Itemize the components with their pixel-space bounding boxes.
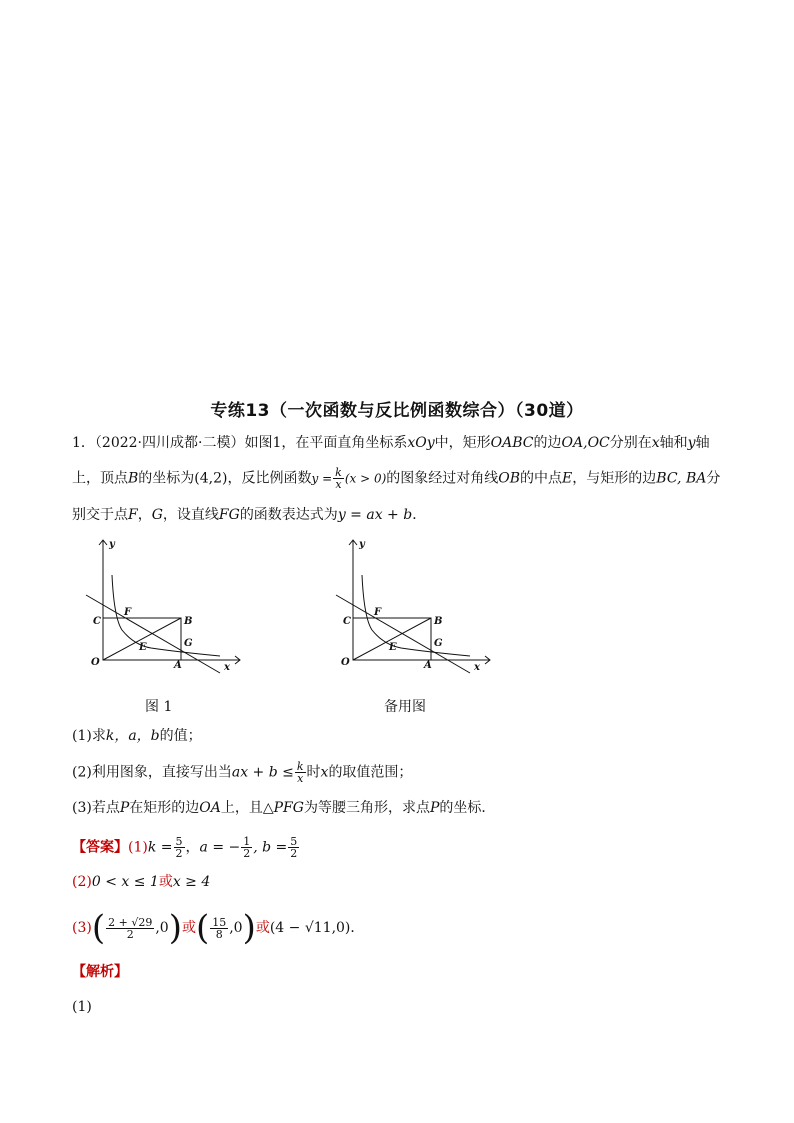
- text-segment: ，与矩形的边: [572, 470, 657, 487]
- text-segment: ．: [412, 507, 427, 523]
- text-segment: (2)利用图象，直接写出当: [72, 764, 232, 781]
- answer-tag: 【答案】: [72, 839, 128, 856]
- label-o: O: [341, 657, 350, 668]
- fraction-numerator: k: [296, 760, 304, 773]
- paren-left: (: [91, 908, 106, 948]
- text-segment: 的中点: [520, 470, 563, 487]
- text-segment: 的坐标．: [439, 800, 496, 816]
- label-g: G: [434, 638, 443, 649]
- label-e: E: [139, 642, 147, 653]
- paren-right: ): [168, 908, 182, 948]
- problem-line-3: [72, 505, 426, 525]
- math-a-eq: a = −: [199, 839, 241, 856]
- math-x: x: [320, 764, 329, 781]
- figure-backup: [328, 535, 498, 680]
- text-segment: 轴和: [659, 435, 688, 451]
- fraction-numerator: 15: [212, 915, 227, 929]
- math-y-eq: y =: [311, 471, 333, 486]
- text-or: 或: [181, 920, 196, 936]
- fraction-numerator: 2 + √29: [108, 915, 153, 929]
- text-segment: 如图1，在平面直角坐标系: [244, 435, 408, 451]
- label-g: G: [184, 638, 193, 649]
- text-or: 或: [255, 920, 270, 936]
- math-e: E: [562, 470, 573, 487]
- math-ob: OB: [498, 470, 521, 487]
- text-segment: ，: [185, 839, 200, 856]
- answer-part-label: (1): [128, 839, 148, 856]
- math-b-eq: , b =: [253, 839, 288, 856]
- label-y: y: [359, 539, 365, 550]
- text-or: 或: [158, 874, 173, 890]
- fraction-denominator: 2: [243, 847, 251, 860]
- fraction-point-1: [106, 917, 154, 940]
- fraction-numerator: 5: [290, 835, 298, 848]
- text-segment: 分: [706, 470, 721, 487]
- fraction-1-2: [241, 836, 252, 859]
- text-segment: 上，顶点: [72, 470, 128, 487]
- fraction-point-2: [210, 917, 228, 940]
- question-2: [72, 761, 412, 784]
- text-segment: 为等腰三角形，求点: [303, 800, 430, 816]
- text-segment: 上，且△: [220, 800, 274, 816]
- math-pfg: PFG: [273, 800, 304, 816]
- label-f: F: [374, 607, 382, 618]
- text-segment: (3)若点: [72, 800, 120, 816]
- math-oa: OA: [199, 800, 221, 816]
- math-p: P: [429, 800, 440, 816]
- label-b: B: [184, 616, 193, 627]
- diagonal-ob: [103, 618, 181, 660]
- text-segment: ，设直线: [162, 507, 219, 523]
- fraction-denominator: 2: [290, 847, 298, 860]
- fraction-denominator: 8: [215, 927, 223, 941]
- analysis-part-1: (1): [72, 999, 92, 1015]
- fraction-numerator: 5: [175, 835, 183, 848]
- problem-line-2: [72, 467, 720, 490]
- text-segment: 中，矩形: [434, 435, 491, 451]
- label-b: B: [434, 616, 443, 627]
- text-segment: 轴: [695, 435, 710, 451]
- label-c: C: [93, 616, 101, 627]
- answer-line-1: [72, 836, 300, 859]
- label-a: A: [424, 660, 432, 671]
- math-oabc: OABC: [490, 435, 534, 451]
- text-segment: 的值；: [159, 728, 202, 744]
- fraction-5-2: [174, 836, 185, 859]
- answer-part-label: (3): [72, 920, 92, 936]
- label-x: x: [224, 662, 230, 673]
- math-line-equation: y = ax + b: [337, 507, 413, 523]
- text-segment: (1)求: [72, 728, 106, 744]
- math-inequality: ax + b ≤: [231, 764, 294, 781]
- text-segment: 的图象经过对角线: [386, 470, 499, 487]
- question-1: [72, 726, 202, 746]
- fraction-k-over-x: [295, 761, 306, 784]
- analysis-heading: [72, 962, 128, 982]
- text-segment: ．: [350, 920, 365, 936]
- problem-number: 1．: [72, 435, 95, 451]
- fraction-denominator: 2: [175, 847, 183, 860]
- math-x: x: [651, 435, 660, 451]
- math-oa-oc: OA,OC: [561, 435, 610, 451]
- label-a: A: [174, 660, 182, 671]
- label-e: E: [389, 642, 397, 653]
- text-segment: 分别在: [609, 435, 652, 451]
- diagonal-ob: [353, 618, 431, 660]
- math-range-2: x ≥ 4: [172, 874, 211, 890]
- math-k-a-b: k，a，b: [105, 728, 160, 744]
- text-segment: 的坐标为(4,2)，反比例函数: [138, 470, 312, 487]
- text-segment: 别交于点: [72, 507, 128, 523]
- paren-right: ): [242, 908, 256, 948]
- label-y: y: [109, 539, 115, 550]
- text-segment: 时: [306, 764, 321, 781]
- label-o: O: [91, 657, 100, 668]
- text-segment: ，: [137, 507, 152, 523]
- fraction-denominator: 2: [126, 927, 134, 941]
- text-segment: ,0: [229, 920, 243, 936]
- figure-1-caption: 图 1: [145, 699, 173, 715]
- math-g: G: [151, 507, 163, 523]
- fraction-numerator: k: [335, 466, 342, 479]
- figure-1: [78, 535, 248, 680]
- math-range-1: 0 < x ≤ 1: [91, 874, 159, 890]
- question-3: [72, 798, 495, 818]
- math-k-eq: k =: [147, 839, 173, 856]
- math-p: P: [119, 800, 130, 816]
- math-f: F: [128, 507, 138, 523]
- fraction-k-over-x: [333, 467, 344, 490]
- math-fg: FG: [218, 507, 240, 523]
- math-b: B: [128, 470, 139, 487]
- text-segment: 的函数表达式为: [239, 507, 338, 523]
- label-c: C: [343, 616, 351, 627]
- text-segment: ,0: [155, 920, 169, 936]
- answer-line-2: [72, 872, 210, 892]
- line-fg: [86, 595, 220, 673]
- figure-backup-caption: 备用图: [384, 699, 426, 715]
- analysis-tag: 【解析】: [72, 964, 128, 980]
- fraction-5-2: [288, 836, 299, 859]
- problem-line-1: [72, 433, 710, 453]
- fraction-numerator: 1: [243, 835, 251, 848]
- math-domain: (x > 0): [344, 471, 387, 486]
- text-segment: 的取值范围；: [328, 764, 413, 781]
- paren-left: (: [195, 908, 210, 948]
- problem-source: （2022·四川成都·二模）: [94, 435, 245, 451]
- answer-part-label: (2): [72, 874, 92, 890]
- text-segment: 的边: [533, 435, 562, 451]
- math-y: y: [687, 435, 696, 451]
- page-title: 专练13（一次函数与反比例函数综合）（30道）: [210, 401, 584, 421]
- label-x: x: [474, 662, 480, 673]
- math-point-3: (4 − √11,0): [269, 920, 351, 936]
- math-xoy: xOy: [407, 435, 435, 451]
- math-bc-ba: BC, BA: [656, 470, 707, 487]
- answer-line-3: [72, 910, 364, 946]
- text-segment: 在矩形的边: [129, 800, 200, 816]
- fraction-denominator: x: [335, 478, 342, 491]
- label-f: F: [124, 607, 132, 618]
- fraction-denominator: x: [297, 772, 304, 785]
- line-fg: [336, 595, 470, 673]
